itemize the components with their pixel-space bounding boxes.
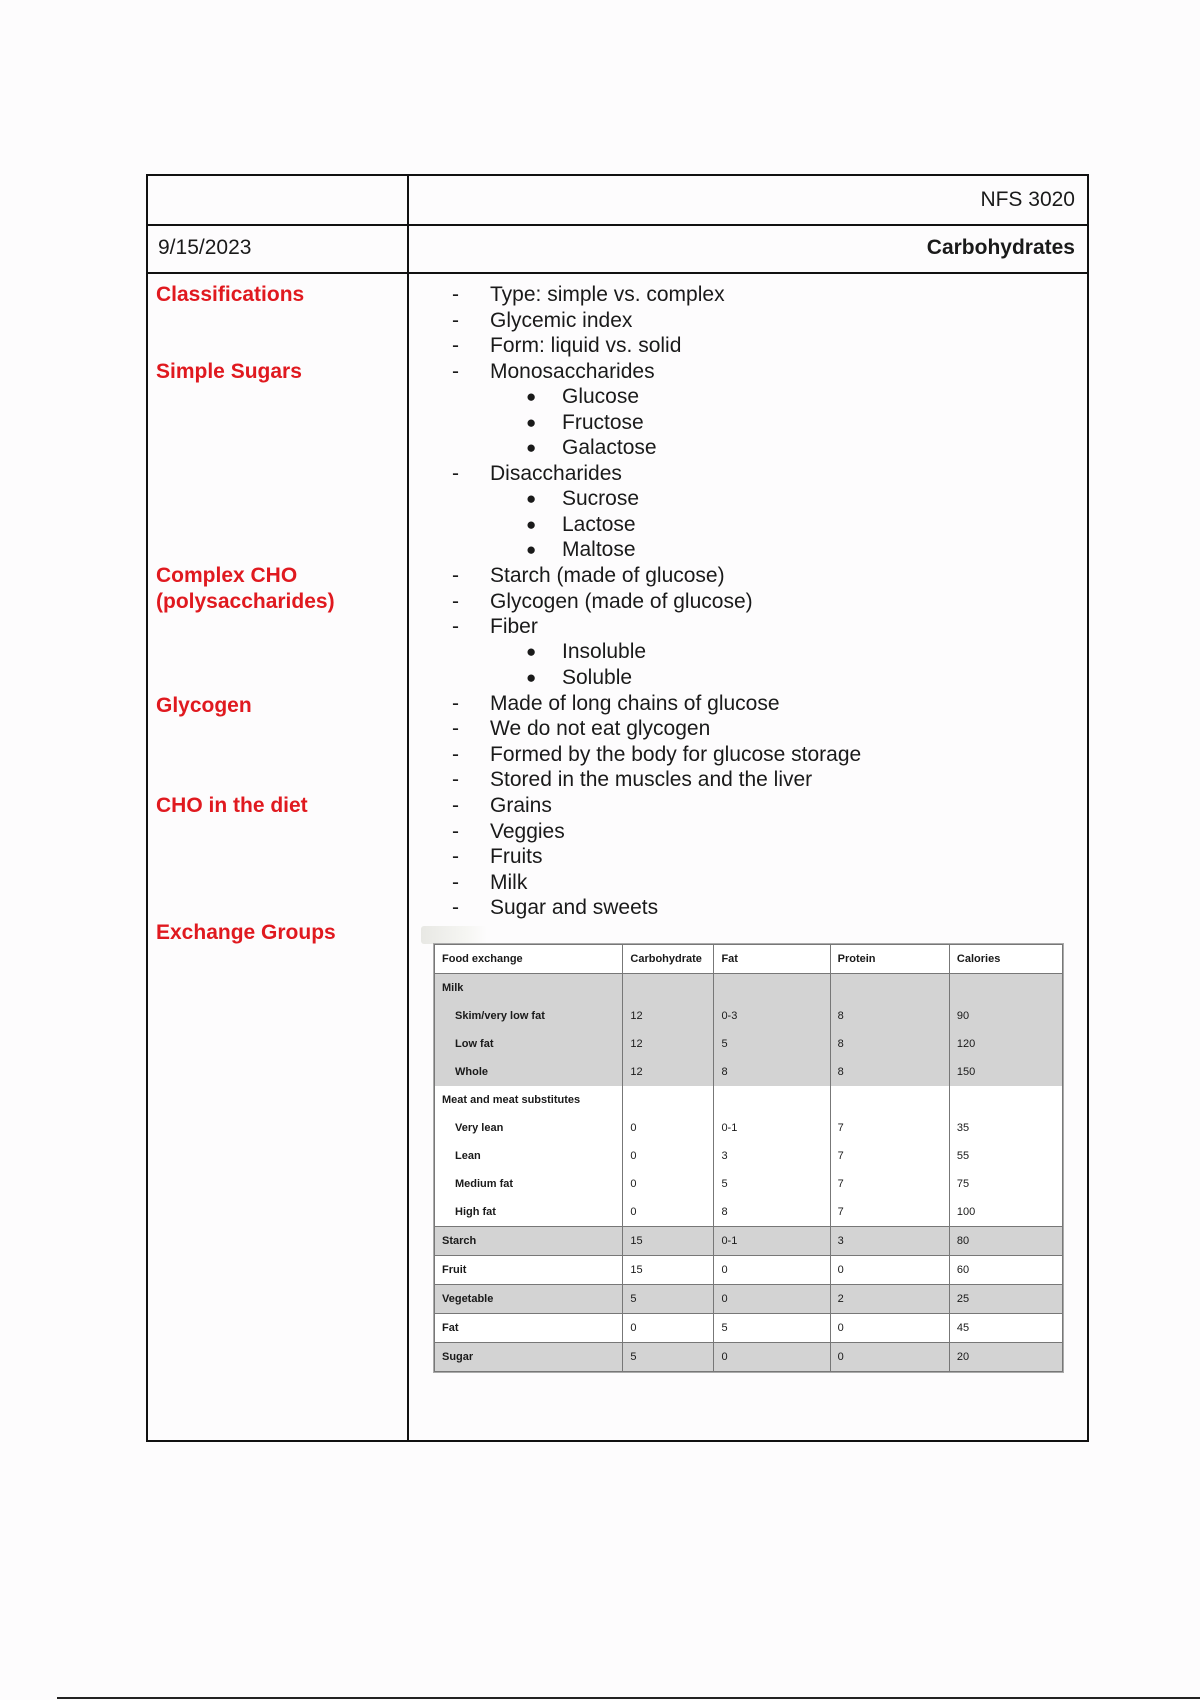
value-cell: 25 — [949, 1284, 1062, 1313]
table-row — [435, 1226, 1063, 1255]
value-cell — [830, 1086, 949, 1114]
food-exchange-cell: Vegetable — [435, 1284, 623, 1313]
value-cell: 55 — [949, 1142, 1062, 1170]
dash-marker: - — [452, 360, 459, 383]
table-row — [435, 1342, 1063, 1371]
dash-marker: - — [452, 896, 459, 919]
value-cell: 5 — [714, 1313, 830, 1342]
value-cell: 12 — [623, 1002, 714, 1030]
note-text: Form: liquid vs. solid — [490, 334, 682, 357]
value-cell: 2 — [830, 1284, 949, 1313]
value-cell: 75 — [949, 1170, 1062, 1198]
value-cell: 5 — [714, 1170, 830, 1198]
value-cell: 7 — [830, 1114, 949, 1142]
value-cell: 3 — [830, 1226, 949, 1255]
note-text: We do not eat glycogen — [490, 717, 711, 740]
value-cell: 5 — [714, 1030, 830, 1058]
value-cell — [623, 1086, 714, 1114]
table-row — [435, 1058, 1063, 1086]
cue-label: Complex CHO (polysaccharides) — [156, 564, 335, 613]
value-cell: 100 — [949, 1198, 1062, 1227]
bullet-marker: ● — [526, 515, 537, 534]
note-topic: Carbohydrates — [926, 236, 1075, 259]
note-text: Insoluble — [562, 640, 647, 663]
dash-marker: - — [452, 692, 459, 715]
table-row — [435, 1170, 1063, 1198]
food-exchange-cell: Food exchange — [435, 945, 623, 974]
value-cell: 8 — [830, 1058, 949, 1086]
value-cell: 0-1 — [714, 1114, 830, 1142]
value-cell — [830, 974, 949, 1003]
note-text: Formed by the body for glucose storage — [490, 743, 862, 766]
cue-label: Exchange Groups — [156, 921, 336, 944]
bullet-marker: ● — [526, 413, 537, 432]
note-text: Milk — [490, 871, 528, 894]
value-cell: 0 — [830, 1255, 949, 1284]
value-cell: 7 — [830, 1142, 949, 1170]
value-cell: 45 — [949, 1313, 1062, 1342]
cue-label: CHO in the diet — [156, 794, 308, 817]
value-cell — [714, 974, 830, 1003]
exchange-groups-table — [433, 943, 1064, 1373]
table-row — [435, 1198, 1063, 1227]
value-cell: 5 — [623, 1284, 714, 1313]
note-date: 9/15/2023 — [158, 236, 252, 259]
value-cell: 150 — [949, 1058, 1062, 1086]
bullet-marker: ● — [526, 540, 537, 559]
note-text: Maltose — [562, 538, 636, 561]
table-row — [435, 1030, 1063, 1058]
value-cell — [623, 974, 714, 1003]
value-cell: 0 — [623, 1313, 714, 1342]
note-text: Fructose — [562, 411, 644, 434]
food-exchange-cell: Sugar — [435, 1342, 623, 1371]
value-cell — [714, 1086, 830, 1114]
dash-marker: - — [452, 743, 459, 766]
food-exchange-cell: Whole — [435, 1058, 623, 1086]
food-exchange-cell: Fat — [435, 1313, 623, 1342]
value-cell: Carbohydrate — [623, 945, 714, 974]
dash-marker: - — [452, 334, 459, 357]
note-text: Soluble — [562, 666, 633, 689]
dash-marker: - — [452, 590, 459, 613]
note-text: Fiber — [490, 615, 538, 638]
value-cell: 7 — [830, 1170, 949, 1198]
value-cell: 7 — [830, 1198, 949, 1227]
food-exchange-cell: Meat and meat substitutes — [435, 1086, 623, 1114]
value-cell: 8 — [714, 1058, 830, 1086]
dash-marker: - — [452, 615, 459, 638]
note-text: Glucose — [562, 385, 640, 408]
note-text: Type: simple vs. complex — [490, 283, 725, 306]
note-text: Galactose — [562, 436, 657, 459]
value-cell: 8 — [714, 1198, 830, 1227]
table-row — [435, 1313, 1063, 1342]
table-row — [435, 1086, 1063, 1114]
value-cell: 8 — [830, 1030, 949, 1058]
value-cell: 0 — [830, 1313, 949, 1342]
value-cell: 3 — [714, 1142, 830, 1170]
table-row — [435, 1142, 1063, 1170]
food-exchange-cell: Low fat — [435, 1030, 623, 1058]
value-cell: 90 — [949, 1002, 1062, 1030]
food-exchange-cell: Skim/very low fat — [435, 1002, 623, 1030]
bullet-marker: ● — [526, 489, 537, 508]
value-cell: 0 — [623, 1170, 714, 1198]
value-cell: Protein — [830, 945, 949, 974]
table-row — [435, 1114, 1063, 1142]
dash-marker: - — [452, 768, 459, 791]
note-text: Sucrose — [562, 487, 640, 510]
note-text: Fruits — [490, 845, 543, 868]
dash-marker: - — [452, 871, 459, 894]
value-cell: 12 — [623, 1058, 714, 1086]
bullet-marker: ● — [526, 642, 537, 661]
cue-label: Classifications — [156, 283, 305, 306]
column-divider — [407, 176, 409, 1440]
cue-label: Glycogen — [156, 694, 252, 717]
value-cell: 0 — [714, 1255, 830, 1284]
table-row — [435, 1002, 1063, 1030]
value-cell — [949, 1086, 1062, 1114]
food-exchange-cell: Lean — [435, 1142, 623, 1170]
food-exchange-cell: Medium fat — [435, 1170, 623, 1198]
food-exchange-cell: Fruit — [435, 1255, 623, 1284]
value-cell: 60 — [949, 1255, 1062, 1284]
value-cell: 12 — [623, 1030, 714, 1058]
note-text: Stored in the muscles and the liver — [490, 768, 813, 791]
course-code: NFS 3020 — [980, 188, 1075, 211]
dash-marker: - — [452, 309, 459, 332]
dash-marker: - — [452, 564, 459, 587]
value-cell: Calories — [949, 945, 1062, 974]
value-cell: 5 — [623, 1342, 714, 1371]
note-text: Veggies — [490, 820, 565, 843]
value-cell: 0 — [623, 1114, 714, 1142]
value-cell: 35 — [949, 1114, 1062, 1142]
value-cell: 0 — [623, 1198, 714, 1227]
note-text: Starch (made of glucose) — [490, 564, 725, 587]
value-cell: 0-1 — [714, 1226, 830, 1255]
table-row — [435, 1255, 1063, 1284]
value-cell: 0 — [830, 1342, 949, 1371]
dash-marker: - — [452, 462, 459, 485]
food-exchange-cell: Starch — [435, 1226, 623, 1255]
bullet-marker: ● — [526, 438, 537, 457]
value-cell: 20 — [949, 1342, 1062, 1371]
dash-marker: - — [452, 820, 459, 843]
value-cell: 8 — [830, 1002, 949, 1030]
note-text: Glycogen (made of glucose) — [490, 590, 753, 613]
value-cell: 0 — [714, 1284, 830, 1313]
value-cell: Fat — [714, 945, 830, 974]
cue-label: Simple Sugars — [156, 360, 302, 383]
note-text: Lactose — [562, 513, 636, 536]
dash-marker: - — [452, 794, 459, 817]
value-cell: 0-3 — [714, 1002, 830, 1030]
table-row — [435, 974, 1063, 1003]
food-exchange-cell: High fat — [435, 1198, 623, 1227]
table-row — [435, 1284, 1063, 1313]
dash-marker: - — [452, 717, 459, 740]
value-cell: 0 — [623, 1142, 714, 1170]
paste-artifact — [421, 926, 487, 944]
value-cell: 15 — [623, 1255, 714, 1284]
note-text: Grains — [490, 794, 552, 817]
food-exchange-cell: Very lean — [435, 1114, 623, 1142]
value-cell: 0 — [714, 1342, 830, 1371]
note-text: Made of long chains of glucose — [490, 692, 780, 715]
note-text: Disaccharides — [490, 462, 622, 485]
value-cell: 15 — [623, 1226, 714, 1255]
note-text: Sugar and sweets — [490, 896, 659, 919]
note-text: Monosaccharides — [490, 360, 655, 383]
page-bottom-rule — [57, 1697, 1200, 1699]
bullet-marker: ● — [526, 387, 537, 406]
note-text: Glycemic index — [490, 309, 633, 332]
table-row — [435, 945, 1063, 974]
value-cell — [949, 974, 1062, 1003]
row-divider — [148, 272, 1087, 274]
food-exchange-cell: Milk — [435, 974, 623, 1003]
row-divider — [148, 224, 1087, 226]
dash-marker: - — [452, 845, 459, 868]
bullet-marker: ● — [526, 668, 537, 687]
value-cell: 80 — [949, 1226, 1062, 1255]
value-cell: 120 — [949, 1030, 1062, 1058]
dash-marker: - — [452, 283, 459, 306]
